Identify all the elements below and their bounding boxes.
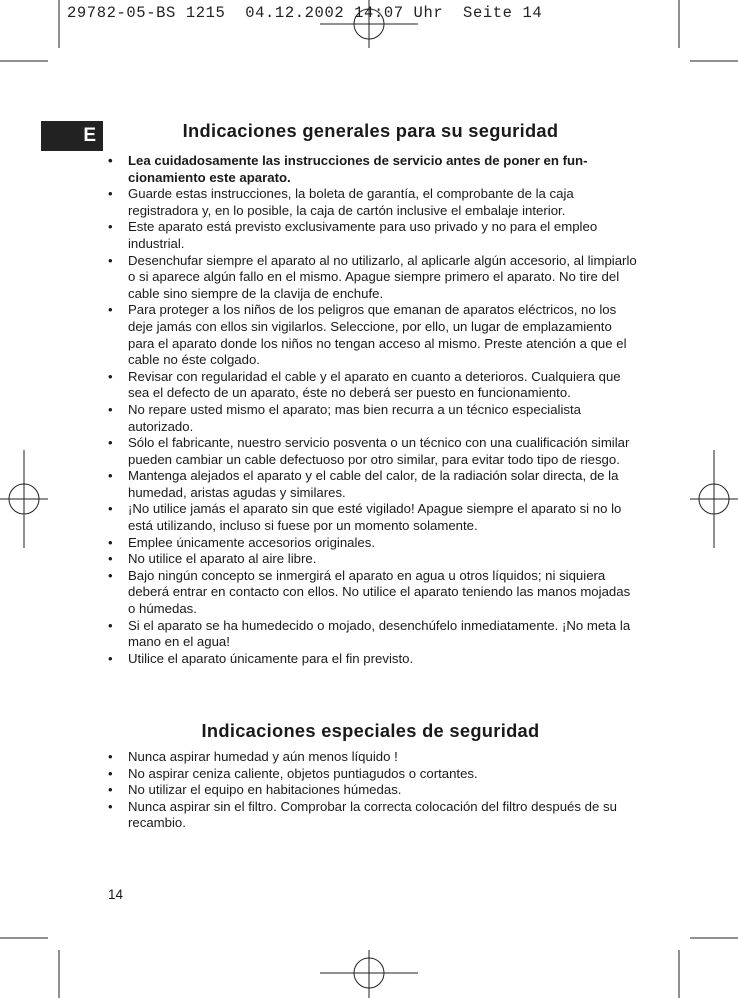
- list-item: • No repare usted mismo el aparato; mas bien recurra a un técnico especialista autorizado.: [107, 402, 637, 435]
- list-item: • No utilice el aparato al aire libre.: [107, 551, 637, 568]
- list-item: • Revisar con regularidad el cable y el aparato en cuanto a deterioros. Cualquiera que sea el defecto de un aparato, éste no deberá ser puesto en funcionamiento.: [107, 369, 637, 402]
- list-item: • Lea cuidadosamente las instrucciones de servicio antes de poner en funcionamiento este aparato.: [107, 153, 637, 186]
- list-item: • Nunca aspirar sin el filtro. Comprobar la correcta colocación del filtro después de su recambio.: [107, 799, 637, 832]
- special-safety-list: [107, 749, 637, 832]
- print-slug-line: 29782-05-BS 1215 04.12.2002 14:07 Uhr Seite 14: [67, 4, 543, 22]
- list-item: • Mantenga alejados el aparato y el cable del calor, de la radiación solar directa, de la humedad, aristas agudas y similares.: [107, 468, 637, 501]
- general-safety-list: [107, 153, 637, 667]
- list-item: • Utilice el aparato únicamente para el fin previsto.: [107, 651, 637, 668]
- list-item: • Guarde estas instrucciones, la boleta de garantía, el comprobante de la caja registradora y, en lo posible, la caja de cartón inclusive el embalaje interior.: [107, 186, 637, 219]
- list-item: • No aspirar ceniza caliente, objetos puntiagudos o cortantes.: [107, 766, 637, 783]
- list-item: • Emplee únicamente accesorios originales.: [107, 535, 637, 552]
- list-item: • No utilizar el equipo en habitaciones húmedas.: [107, 782, 637, 799]
- list-item: • Si el aparato se ha humedecido o mojado, desenchúfelo inmediatamente. ¡No meta la mano en el agua!: [107, 618, 637, 651]
- list-item: • Desenchufar siempre el aparato al no utilizarlo, al aplicarle algún accesorio, al limpiarlo o si aparece algún fallo en el mismo. Apague siempre primero el aparato. No tire del cable sino siempre de la clavija de enchufe.: [107, 253, 637, 303]
- registration-mark-bottom: [320, 950, 418, 998]
- page-number: 14: [108, 887, 124, 902]
- list-item: • Para proteger a los niños de los peligros que emanan de aparatos eléctricos, no los deje jamás con ellos sin vigilarlos. Seleccione, por ello, un lugar de emplazamiento para el aparato donde los niños no tengan acceso al mismo. Preste atención a que el cable no éste colgado.: [107, 302, 637, 368]
- registration-mark-left: [0, 450, 48, 548]
- registration-mark-right: [690, 450, 738, 548]
- list-item: • ¡No utilice jamás el aparato sin que esté vigilado! Apague siempre el aparato si no lo está utilizando, incluso si fuese por un momento solamente.: [107, 501, 637, 534]
- list-item: • Este aparato está previsto exclusivamente para uso privado y no para el empleo industrial.: [107, 219, 637, 252]
- section-title-special: Indicaciones especiales de seguridad: [201, 720, 540, 741]
- list-item: • Bajo ningún concepto se inmergirá el aparato en agua u otros líquidos; ni siquiera deberá entrar en contacto con ellos. No utilice el aparato teniendo las manos mojadas o húmedas.: [107, 568, 637, 618]
- registration-mark-top: [320, 0, 418, 48]
- language-tab: E: [41, 121, 103, 151]
- list-item: • Sólo el fabricante, nuestro servicio posventa o un técnico con una cualificación similar pueden cambiar un cable defectuoso por otro similar, para evitar todo tipo de riesgo.: [107, 435, 637, 468]
- section-title-general: Indicaciones generales para su seguridad: [182, 120, 559, 141]
- list-item: • Nunca aspirar humedad y aún menos líquido !: [107, 749, 637, 766]
